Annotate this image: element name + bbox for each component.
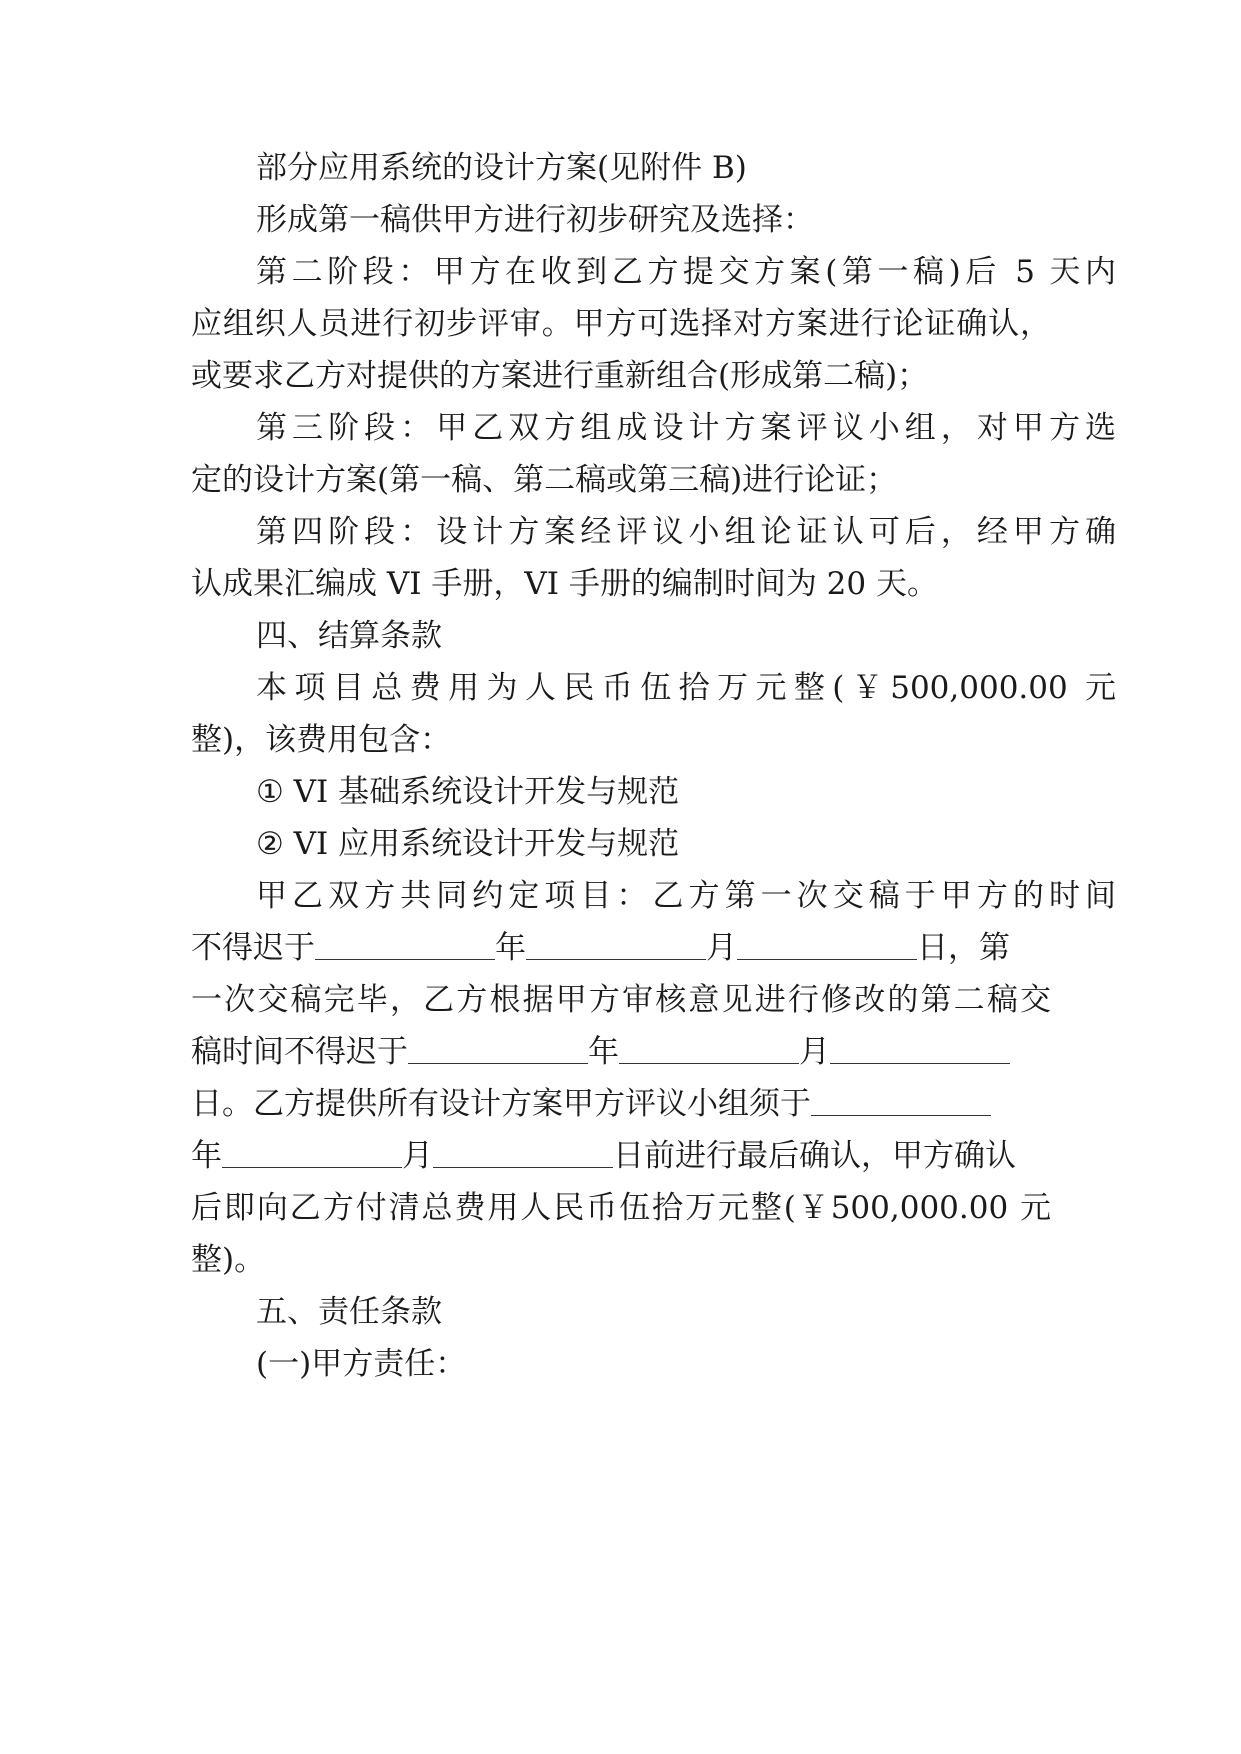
text-line-with-blanks — [191, 1084, 1051, 1124]
text-line: 第三阶段：甲乙双方组成设计方案评议小组，对甲方选 — [256, 410, 1116, 446]
fill-in-blank — [222, 1139, 402, 1168]
text-fragment: 月 — [706, 930, 737, 966]
text-fragment: 日前进行最后确认，甲方确认 — [613, 1138, 1016, 1174]
fill-in-blank — [619, 1035, 799, 1064]
section-heading: 四、结算条款 — [256, 618, 442, 654]
text-line: 甲乙双方共同约定项目：乙方第一次交稿于甲方的时间 — [256, 878, 1116, 914]
text-line: 第四阶段：设计方案经评议小组论证认可后，经甲方确 — [256, 514, 1116, 550]
text-line-with-blanks — [191, 928, 1051, 968]
text-fragment: 月 — [799, 1034, 830, 1070]
text-line-with-blanks — [191, 1032, 1051, 1072]
text-line: 整)。 — [191, 1242, 266, 1278]
section-heading: 五、责任条款 — [256, 1294, 442, 1330]
text-line: 形成第一稿供甲方进行初步研究及选择： — [256, 202, 814, 238]
list-item: ① VI 基础系统设计开发与规范 — [256, 774, 680, 810]
text-fragment: 年 — [588, 1034, 619, 1070]
text-line: 一次交稿完毕，乙方根据甲方审核意见进行修改的第二稿交 — [191, 982, 1051, 1018]
fill-in-blank — [830, 1035, 1010, 1064]
text-line: 后即向乙方付清总费用人民币伍拾万元整(￥500,000.00 元 — [191, 1190, 1051, 1226]
text-fragment: 年 — [191, 1138, 222, 1174]
text-line: 第二阶段：甲方在收到乙方提交方案(第一稿)后 5 天内 — [256, 254, 1116, 290]
text-line: 整)，该费用包含： — [191, 722, 452, 758]
text-line: 本项目总费用为人民币伍拾万元整(￥500,000.00 元 — [256, 670, 1116, 706]
text-line: 定的设计方案(第一稿、第二稿或第三稿)进行论证； — [191, 462, 898, 498]
text-line-with-blanks — [191, 1136, 1051, 1176]
text-fragment: 日，第 — [917, 930, 1010, 966]
fill-in-blank — [315, 931, 495, 960]
subsection-heading: (一)甲方责任： — [256, 1346, 467, 1382]
text-line: 认成果汇编成 VI 手册，VI 手册的编制时间为 20 天。 — [191, 566, 938, 602]
text-line: 部分应用系统的设计方案(见附件 B) — [256, 150, 747, 186]
fill-in-blank — [811, 1087, 991, 1116]
fill-in-blank — [433, 1139, 613, 1168]
list-item: ② VI 应用系统设计开发与规范 — [256, 826, 680, 862]
fill-in-blank — [737, 931, 917, 960]
fill-in-blank — [526, 931, 706, 960]
text-fragment: 月 — [402, 1138, 433, 1174]
text-fragment: 稿时间不得迟于 — [191, 1034, 408, 1070]
text-fragment: 年 — [495, 930, 526, 966]
text-fragment: 日。乙方提供所有设计方案甲方评议小组须于 — [191, 1086, 811, 1122]
fill-in-blank — [408, 1035, 588, 1064]
text-line: 或要求乙方对提供的方案进行重新组合(形成第二稿)； — [191, 358, 929, 394]
text-line: 应组织人员进行初步评审。甲方可选择对方案进行论证确认， — [191, 306, 1051, 342]
text-fragment: 不得迟于 — [191, 930, 315, 966]
